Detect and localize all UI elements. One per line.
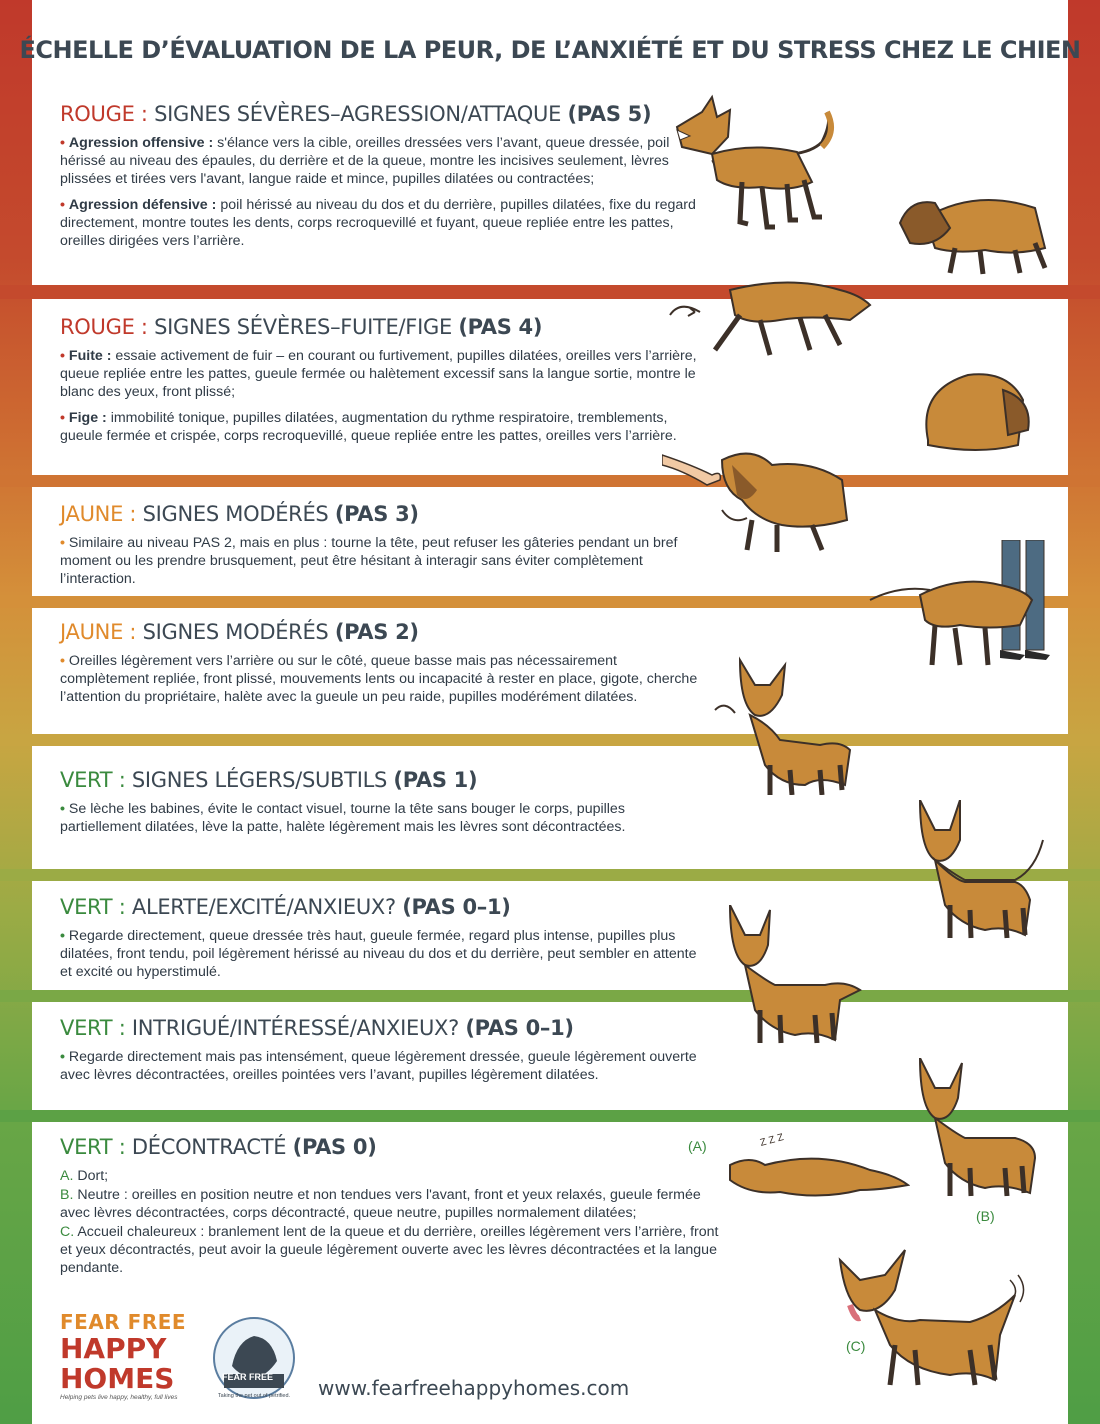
dog-pas2-illustration [710, 655, 870, 795]
item-text: poil hérissé au niveau du dos et du derrière, pupilles dilatées, fixe du regard directement, montre toutes les dents, corps recroquevillé et fuyant, queue repliée entre les pattes, oreilles dirigées vers l’arrière. [60, 197, 696, 249]
section-pas-2 [60, 620, 700, 714]
bullet: • [60, 928, 65, 944]
logo-line-2: HAPPY [60, 1332, 167, 1365]
heading-text: SIGNES MODÉRÉS [142, 502, 329, 526]
color-word: JAUNE : [60, 620, 137, 644]
color-word: VERT : [60, 895, 126, 919]
item-text: Se lèche les babines, évite le contact visuel, tourne la tête sans bouger le corps, pupilles partiellement dilatées, lève la patte, halète légèrement mais les lèvres sont décontractées. [60, 801, 626, 835]
section-heading [60, 1016, 700, 1040]
section-heading [60, 620, 700, 644]
dog-alert-illustration [720, 905, 870, 1045]
heading-text: SIGNES LÉGERS/SUBTILS [131, 768, 388, 792]
pas-level: (PAS 0–1) [402, 895, 511, 919]
band-separator [0, 990, 1100, 1002]
bullet: • [60, 1049, 65, 1065]
color-word: VERT : [60, 1135, 126, 1159]
list-item [60, 1223, 730, 1277]
color-word: ROUGE : [60, 102, 148, 126]
list-item [60, 927, 700, 981]
item-text: Oreilles légèrement vers l’arrière ou sur le côté, queue basse mais pas nécessairement complètement repliée, front plissé, mouvements lents ou incapacité à rester en place, gigote, cherche l’attention du propriétaire, halète avec la gueule un peu raide, pupilles modérément dilatées. [60, 653, 698, 705]
label-c: (C) [846, 1338, 866, 1354]
pas-level: (PAS 3) [334, 502, 419, 526]
section-pas-0-1-intrigue [60, 1016, 700, 1092]
dog-owner-illustration [860, 540, 1060, 680]
bullet: • [60, 535, 65, 551]
section-pas-3 [60, 502, 700, 596]
item-text: Accueil chaleureux : branlement lent de la queue et du derrière, oreilles légèrement vers l’arrière, front et yeux décontractés, peut avoir la gueule légèrement ouverte avec les lèvres décontractées et la langue pendante. [60, 1224, 719, 1276]
item-term: Fige : [68, 410, 107, 426]
bullet: B. [60, 1187, 74, 1203]
label-a: (A) [688, 1138, 707, 1154]
badge-tagline: Taking the pet out of petrified. [217, 1393, 291, 1399]
dog-hand-illustration [662, 440, 862, 560]
item-term: Agression défensive : [68, 197, 217, 213]
section-pas-0 [60, 1135, 730, 1285]
fear-free-badge [212, 1316, 296, 1400]
heading-text: ALERTE/EXCITÉ/ANXIEUX? [131, 895, 396, 919]
zzz-label: Z Z Z [758, 1132, 785, 1149]
section-heading [60, 315, 700, 339]
logo-line-3: HOMES [60, 1362, 175, 1395]
section-pas-1 [60, 768, 700, 844]
page-title: ÉCHELLE D’ÉVALUATION DE LA PEUR, DE L’ANXIÉTÉ ET DU STRESS CHEZ LE CHIEN [19, 36, 1081, 64]
dog-neutral-illustration [910, 1058, 1060, 1198]
band-separator [0, 475, 1100, 487]
bullet: • [60, 653, 65, 669]
list-item [60, 196, 700, 250]
pas-level: (PAS 5) [567, 102, 652, 126]
color-word: ROUGE : [60, 315, 148, 339]
pas-level: (PAS 0) [292, 1135, 377, 1159]
dog-freezing-illustration [908, 360, 1048, 460]
item-term: Agression offensive : [68, 135, 214, 151]
bullet: • [60, 410, 65, 426]
band-separator [0, 734, 1100, 746]
item-text: Dort; [73, 1168, 109, 1184]
item-text: essaie activement de fuir – en courant ou furtivement, pupilles dilatées, oreilles vers l’arrière, queue repliée entre les pattes, gueule fermée ou halètement excessif sans la langue sortie, montre le blanc des yeux, front plissé; [60, 348, 697, 400]
label-b: (B) [976, 1208, 995, 1224]
item-text: Neutre : oreilles en position neutre et non tendues vers l'avant, front et yeux relaxés, gueule fermée avec lèvres décontractées, corps décontracté, queue neutre, pupilles normalement dilatées; [60, 1187, 701, 1221]
dog-greeting-illustration [830, 1240, 1030, 1390]
color-word: VERT : [60, 1016, 126, 1040]
dog-pas1-illustration [905, 800, 1055, 940]
color-word: VERT : [60, 768, 126, 792]
item-term: Fuite : [68, 348, 112, 364]
section-pas-0-1-alerte [60, 895, 700, 989]
dog-fleeing-illustration [660, 270, 880, 360]
pas-level: (PAS 1) [393, 768, 478, 792]
pas-level: (PAS 2) [334, 620, 419, 644]
badge-text: FEAR FREE [222, 1372, 274, 1382]
dog-offensive-illustration [672, 92, 852, 242]
band-separator [0, 285, 1100, 299]
list-item [60, 409, 700, 445]
website-link[interactable]: www.fearfreehappyhomes.com [318, 1376, 630, 1400]
heading-text: SIGNES SÉVÈRES–AGRESSION/ATTAQUE [154, 102, 562, 126]
item-text: Similaire au niveau PAS 2, mais en plus : tourne la tête, peut refuser les gâteries pendant un bref moment ou les prendre brusquement, peut être hésitant à interagir sans éviter complètement l’interaction. [60, 535, 678, 587]
bullet: C. [60, 1224, 75, 1240]
bullet: • [60, 135, 65, 151]
list-item [60, 1186, 730, 1222]
heading-text: INTRIGUÉ/INTÉRESSÉ/ANXIEUX? [131, 1016, 459, 1040]
fear-free-happy-homes-logo [60, 1310, 200, 1401]
section-heading [60, 768, 700, 792]
section-heading [60, 502, 700, 526]
section-heading [60, 102, 700, 126]
item-text: s'élance vers la cible, oreilles dressées vers l’avant, queue dressée, poil hérissé au niveau des épaules, du derrière et de la queue, montre les incisives seulement, lèvres plissées et tirées vers l'avant, langue raide et mince, pupilles dilatées ou contractées; [60, 135, 670, 187]
list-item [60, 534, 700, 588]
list-item [60, 652, 700, 706]
item-text: Regarde directement mais pas intensément, queue légèrement dressée, gueule légèrement ouverte avec lèvres décontractées, oreilles pointées vers l’avant, pupilles légèrement dilatées. [60, 1049, 697, 1083]
heading-text: DÉCONTRACTÉ [131, 1135, 287, 1159]
heading-text: SIGNES SÉVÈRES–FUITE/FIGE [154, 315, 452, 339]
list-item [60, 1048, 700, 1084]
bullet: • [60, 801, 65, 817]
section-pas-4 [60, 315, 700, 453]
logo-line-1: FEAR FREE [60, 1310, 187, 1334]
heading-text: SIGNES MODÉRÉS [142, 620, 329, 644]
list-item [60, 800, 700, 836]
dog-defensive-illustration [895, 178, 1065, 278]
section-heading [60, 895, 700, 919]
item-text: Regarde directement, queue dressée très haut, gueule fermée, regard plus intense, pupilles plus dilatées, front tendu, poil légèrement hérissé au niveau du dos et du derrière, peut sembler en attente et excité ou hyperstimulé. [60, 928, 697, 980]
section-pas-5 [60, 102, 700, 258]
bullet: • [60, 348, 65, 364]
list-item [60, 1167, 730, 1185]
pas-level: (PAS 4) [458, 315, 543, 339]
bullet: A. [60, 1168, 74, 1184]
logo-tagline: Helping pets live happy, healthy, full lives [60, 1394, 178, 1401]
color-word: JAUNE : [60, 502, 137, 526]
pas-level: (PAS 0–1) [465, 1016, 574, 1040]
dog-sleeping-illustration [720, 1130, 910, 1210]
list-item [60, 347, 700, 401]
list-item [60, 134, 700, 188]
bullet: • [60, 197, 65, 213]
item-text: immobilité tonique, pupilles dilatées, augmentation du rythme respiratoire, tremblements, gueule fermée et crispée, corps recroquevillé, queue repliée entre les pattes, oreilles vers l’arrière. [60, 410, 677, 444]
section-heading [60, 1135, 730, 1159]
